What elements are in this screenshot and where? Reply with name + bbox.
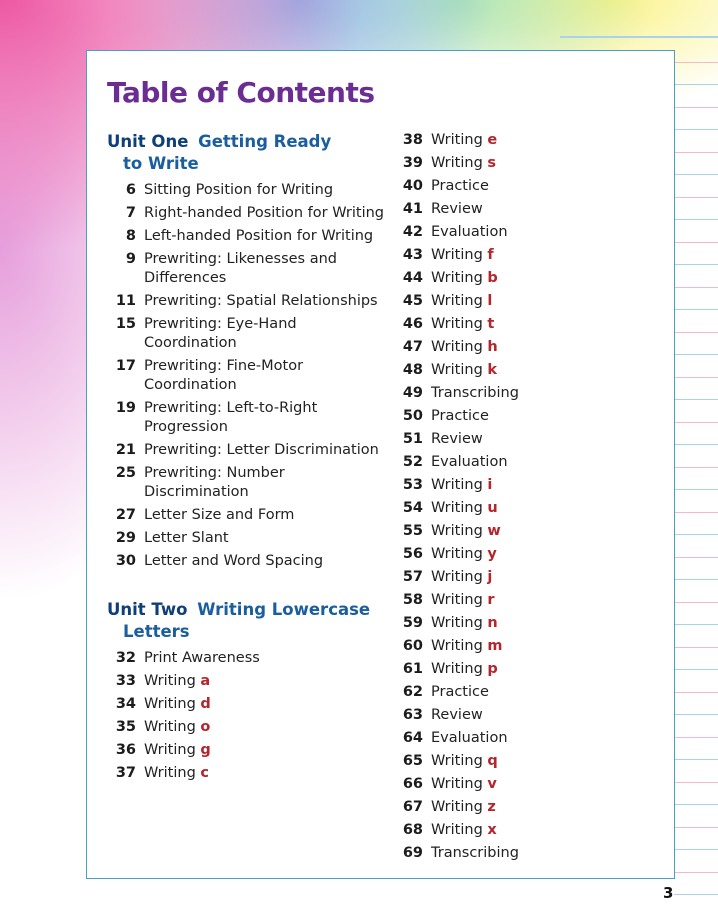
toc-entry [400, 453, 660, 472]
toc-letter: l [487, 293, 493, 309]
toc-page-number: 68 [402, 822, 423, 838]
toc-title-text: Transcribing [431, 845, 519, 861]
toc-letter: r [487, 592, 495, 608]
toc-entry [107, 718, 387, 737]
toc-entry [400, 844, 660, 863]
toc-title-text: Writing [431, 753, 483, 769]
toc-entry [400, 338, 660, 357]
toc-entry [400, 246, 660, 265]
toc-title-text: Writing [431, 293, 483, 309]
toc-entry [400, 384, 660, 403]
toc-title-text: Prewriting: Letter Discrimination [144, 442, 379, 458]
toc-title-text: Writing [431, 776, 483, 792]
toc-page-number: 40 [402, 178, 423, 194]
toc-entry-title [144, 181, 387, 200]
toc-title-text: Writing [431, 661, 483, 677]
toc-title-text: Writing [431, 270, 483, 286]
toc-title-text: Writing [431, 500, 483, 516]
toc-title-text: Evaluation [431, 224, 508, 240]
left-column [107, 131, 387, 787]
toc-entry-title [144, 718, 387, 737]
toc-letter: d [200, 696, 211, 712]
toc-letter: f [487, 247, 494, 263]
toc-entry [400, 752, 660, 771]
unit-name-continued: Letters [123, 622, 190, 641]
toc-entry-title [431, 522, 660, 541]
toc-title-text: Practice [431, 178, 489, 194]
toc-page-number: 34 [115, 696, 136, 712]
toc-entry [400, 591, 660, 610]
toc-entry [107, 441, 387, 460]
toc-entry-title [431, 361, 660, 380]
toc-letter: a [200, 673, 211, 689]
toc-page-number: 45 [402, 293, 423, 309]
toc-title-text: Evaluation [431, 454, 508, 470]
toc-entry-title [144, 227, 387, 246]
toc-entry [107, 315, 387, 353]
toc-title-text: Writing [144, 719, 196, 735]
toc-title-text: Transcribing [431, 385, 519, 401]
toc-page-number: 9 [125, 251, 136, 267]
toc-page-number: 58 [402, 592, 423, 608]
toc-entry-title [431, 338, 660, 357]
toc-entry-title [431, 821, 660, 840]
toc-entry-title [144, 649, 387, 668]
toc-letter: q [487, 753, 498, 769]
toc-page-number: 39 [402, 155, 423, 171]
toc-entry [400, 269, 660, 288]
toc-title-text: Writing [431, 316, 483, 332]
toc-entry [400, 614, 660, 633]
toc-letter: u [487, 500, 498, 516]
toc-entry [107, 204, 387, 223]
toc-entry-title [144, 764, 387, 783]
toc-page-number: 67 [402, 799, 423, 815]
toc-title-text: Review [431, 431, 483, 447]
unit-name-continued: to Write [123, 154, 199, 173]
toc-title-text: Writing [144, 765, 196, 781]
toc-entry-title [144, 292, 387, 311]
toc-entry [107, 506, 387, 525]
toc-entry [400, 775, 660, 794]
toc-entry-title [431, 453, 660, 472]
toc-title-text: Prewriting: Likenesses and Differences [144, 251, 337, 286]
toc-title-text: Writing [431, 799, 483, 815]
toc-entry-title [431, 568, 660, 587]
toc-page-number: 53 [402, 477, 423, 493]
toc-title-text: Writing [431, 546, 483, 562]
toc-letter: z [487, 799, 496, 815]
toc-title-text: Writing [144, 696, 196, 712]
toc-entry [400, 361, 660, 380]
toc-page-number: 41 [402, 201, 423, 217]
toc-title-text: Writing [431, 155, 483, 171]
toc-page-number: 29 [115, 530, 136, 546]
toc-entry-title [431, 177, 660, 196]
page-number: 3 [663, 884, 674, 902]
toc-entry-title [431, 131, 660, 150]
toc-entry [400, 545, 660, 564]
unit-name: Writing Lowercase [197, 600, 371, 619]
toc-entry [107, 764, 387, 783]
toc-entry-title [431, 223, 660, 242]
toc-title-text: Practice [431, 684, 489, 700]
toc-page-number: 30 [115, 553, 136, 569]
toc-page-number: 61 [402, 661, 423, 677]
toc-entry-title [431, 246, 660, 265]
toc-page-number: 63 [402, 707, 423, 723]
toc-title-text: Writing [431, 477, 483, 493]
toc-entry [107, 529, 387, 548]
unit-number: Unit One [107, 132, 189, 151]
toc-title-text: Writing [431, 615, 483, 631]
toc-entry [107, 672, 387, 691]
toc-entry [400, 499, 660, 518]
toc-page-number: 69 [402, 845, 423, 861]
toc-title-text: Letter Size and Form [144, 507, 295, 523]
toc-entry [400, 568, 660, 587]
toc-title-text: Prewriting: Eye-Hand Coordination [144, 316, 297, 351]
toc-title-text: Writing [431, 592, 483, 608]
toc-page-number: 32 [115, 650, 136, 666]
toc-entry-title [144, 529, 387, 548]
toc-page-number: 6 [125, 182, 136, 198]
ruled-line-top [560, 36, 718, 38]
unit-heading-one [107, 131, 387, 175]
toc-entry-title [144, 552, 387, 571]
toc-page-number: 43 [402, 247, 423, 263]
toc-letter: m [487, 638, 503, 654]
toc-entry-title [431, 706, 660, 725]
toc-title-text: Evaluation [431, 730, 508, 746]
toc-page-number: 59 [402, 615, 423, 631]
toc-title-text: Letter Slant [144, 530, 229, 546]
toc-letter: b [487, 270, 498, 286]
toc-entry-title [431, 729, 660, 748]
unit-heading-two [107, 599, 387, 643]
toc-entry-title [144, 741, 387, 760]
toc-page-number: 44 [402, 270, 423, 286]
toc-entry [107, 250, 387, 288]
toc-letter: w [487, 523, 501, 539]
toc-title-text: Writing [431, 247, 483, 263]
toc-page-number: 19 [115, 400, 136, 416]
toc-page-number: 42 [402, 224, 423, 240]
toc-entry [400, 821, 660, 840]
toc-entry-title [431, 614, 660, 633]
toc-letter: p [487, 661, 498, 677]
toc-letter: g [200, 742, 211, 758]
toc-entry-title [431, 844, 660, 863]
toc-entry-title [431, 292, 660, 311]
toc-entry [400, 200, 660, 219]
toc-entry [400, 637, 660, 656]
toc-title-text: Prewriting: Number Discrimination [144, 465, 285, 500]
toc-title-text: Writing [431, 638, 483, 654]
toc-entry [400, 522, 660, 541]
toc-title-text: Print Awareness [144, 650, 260, 666]
toc-page-number: 57 [402, 569, 423, 585]
toc-title-text: Letter and Word Spacing [144, 553, 324, 569]
toc-letter: y [487, 546, 497, 562]
toc-title-text: Writing [431, 339, 483, 355]
toc-page-number: 49 [402, 385, 423, 401]
toc-title-text: Writing [431, 569, 483, 585]
toc-title-text: Writing [144, 742, 196, 758]
toc-entry-title [431, 430, 660, 449]
toc-page-number: 25 [115, 465, 136, 481]
toc-title-text: Review [431, 707, 483, 723]
toc-title-text: Prewriting: Left-to-Right Progression [144, 400, 318, 435]
ruled-paper-edge [674, 40, 718, 906]
toc-letter: o [200, 719, 211, 735]
toc-entry-title [431, 315, 660, 334]
toc-entry-title [431, 591, 660, 610]
toc-entry [400, 430, 660, 449]
toc-entry-title [144, 250, 387, 288]
toc-entry [400, 476, 660, 495]
toc-letter: x [487, 822, 497, 838]
toc-entry [107, 552, 387, 571]
toc-entry-title [144, 672, 387, 691]
toc-page-number: 15 [115, 316, 136, 332]
unit-one-entries [107, 181, 387, 571]
toc-page-number: 60 [402, 638, 423, 654]
toc-title-text: Writing [431, 132, 483, 148]
toc-letter: t [487, 316, 495, 332]
unit-two-entries [107, 649, 387, 783]
toc-entry [400, 729, 660, 748]
toc-entry [400, 154, 660, 173]
toc-entry [400, 706, 660, 725]
toc-entry-title [144, 464, 387, 502]
toc-title-text: Left-handed Position for Writing [144, 228, 374, 244]
toc-entry-title [144, 315, 387, 353]
toc-entry [107, 181, 387, 200]
toc-letter: n [487, 615, 498, 631]
toc-entry-title [431, 384, 660, 403]
toc-page-number: 51 [402, 431, 423, 447]
toc-page-number: 65 [402, 753, 423, 769]
toc-entry [107, 292, 387, 311]
toc-title-text: Sitting Position for Writing [144, 182, 334, 198]
toc-page-number: 47 [402, 339, 423, 355]
toc-page-number: 56 [402, 546, 423, 562]
toc-page-number: 55 [402, 523, 423, 539]
toc-entry-title [431, 476, 660, 495]
toc-page-number: 8 [125, 228, 136, 244]
toc-entry-title [431, 775, 660, 794]
toc-entry-title [144, 399, 387, 437]
toc-entry-title [431, 200, 660, 219]
toc-letter: e [487, 132, 498, 148]
toc-entry-title [144, 204, 387, 223]
toc-title-text: Writing [431, 362, 483, 378]
toc-page-number: 54 [402, 500, 423, 516]
toc-entry-title [144, 506, 387, 525]
toc-letter: j [487, 569, 493, 585]
toc-entry [107, 464, 387, 502]
toc-entry-title [144, 357, 387, 395]
toc-page-number: 52 [402, 454, 423, 470]
toc-title-text: Prewriting: Fine-Motor Coordination [144, 358, 304, 393]
unit-number: Unit Two [107, 600, 188, 619]
toc-entry-title [431, 752, 660, 771]
toc-page-number: 17 [115, 358, 136, 374]
toc-entry-title [431, 154, 660, 173]
toc-page-number: 64 [402, 730, 423, 746]
toc-entry-title [431, 660, 660, 679]
toc-entry [400, 660, 660, 679]
toc-page-number: 66 [402, 776, 423, 792]
toc-entry-title [431, 407, 660, 426]
unit-name: Getting Ready [198, 132, 332, 151]
toc-title-text: Writing [431, 822, 483, 838]
toc-page-number: 36 [115, 742, 136, 758]
toc-page-number: 7 [125, 205, 136, 221]
toc-entry [107, 695, 387, 714]
toc-page-number: 46 [402, 316, 423, 332]
toc-title-text: Prewriting: Spatial Relationships [144, 293, 378, 309]
toc-entry-title [144, 695, 387, 714]
toc-letter: k [487, 362, 498, 378]
toc-page-number: 27 [115, 507, 136, 523]
toc-title-text: Right-handed Position for Writing [144, 205, 385, 221]
toc-entry [107, 227, 387, 246]
toc-page-number: 37 [115, 765, 136, 781]
toc-entry [400, 223, 660, 242]
toc-page-number: 11 [115, 293, 136, 309]
toc-entry [400, 315, 660, 334]
toc-letter: c [200, 765, 210, 781]
toc-entry [107, 741, 387, 760]
page-title: Table of Contents [107, 76, 375, 109]
toc-letter: v [487, 776, 497, 792]
toc-page-number: 50 [402, 408, 423, 424]
toc-letter: s [487, 155, 497, 171]
toc-entry-title [431, 545, 660, 564]
toc-entry-title [431, 798, 660, 817]
toc-entry [400, 407, 660, 426]
toc-entry-title [144, 441, 387, 460]
toc-title-text: Review [431, 201, 483, 217]
toc-page-number: 33 [115, 673, 136, 689]
toc-entry [400, 292, 660, 311]
toc-title-text: Practice [431, 408, 489, 424]
right-column [400, 131, 660, 867]
toc-entry [107, 399, 387, 437]
toc-page-number: 21 [115, 442, 136, 458]
toc-entry-title [431, 637, 660, 656]
toc-letter: h [487, 339, 498, 355]
toc-entry-title [431, 499, 660, 518]
right-column-entries [400, 131, 660, 863]
toc-title-text: Writing [144, 673, 196, 689]
toc-page-number: 48 [402, 362, 423, 378]
toc-entry [107, 649, 387, 668]
toc-title-text: Writing [431, 523, 483, 539]
toc-entry [107, 357, 387, 395]
toc-entry-title [431, 683, 660, 702]
toc-entry [400, 683, 660, 702]
toc-page-number: 35 [115, 719, 136, 735]
toc-entry [400, 177, 660, 196]
toc-entry [400, 798, 660, 817]
toc-entry [400, 131, 660, 150]
toc-entry-title [431, 269, 660, 288]
toc-page-number: 38 [402, 132, 423, 148]
toc-letter: i [487, 477, 493, 493]
toc-page-number: 62 [402, 684, 423, 700]
